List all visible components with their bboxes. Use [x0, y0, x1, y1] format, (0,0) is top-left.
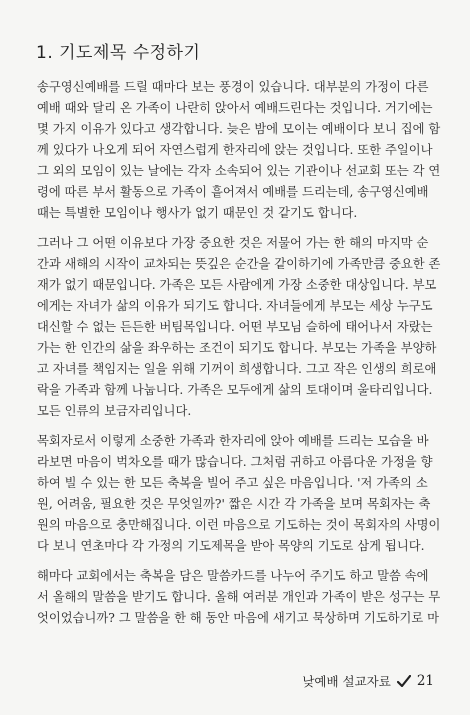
- text-line: 서 올해의 말씀을 받기도 합니다. 올해 여러분 개인과 가족이 받은 성구는 무: [37, 590, 441, 604]
- book-label: 낮예배 설교자료: [302, 674, 391, 689]
- text-line: 라보면 마음이 벅차오를 때가 많습니다. 그처럼 귀하고 아름다운 가정을 향: [37, 455, 433, 469]
- text-line: 엇이었습니까? 그 말씀을 한 해 동안 마음에 새기고 묵상하며 기도하기로 마: [37, 611, 440, 625]
- text-line: 원, 어려움, 필요한 것은 무엇일까?' 짧은 시간 각 가족을 보며 목회자는 축: [37, 497, 431, 511]
- text-line: 다 보니 연초마다 각 가정의 기도제목을 받아 목양의 기도로 삼게 됩니다.: [37, 539, 425, 553]
- text-line: 원의 마음으로 충만해집니다. 이런 마음으로 기도하는 것이 목회자의 사명이: [37, 518, 441, 532]
- text-line: 예배 때와 달리 온 가족이 나란히 앉아서 예배드린다는 것입니다. 거기에는: [37, 101, 433, 115]
- text-line: 락을 가족과 함께 나눕니다. 가족은 모두에게 삶의 토대이며 울타리입니다.: [37, 383, 433, 397]
- text-line: 때는 특별한 모임이나 행사가 없기 때문인 것 같기도 합니다.: [37, 206, 358, 220]
- text-line: 에게는 자녀가 삶의 이유가 되기도 합니다. 자녀들에게 부모는 세상 누구도: [37, 299, 433, 313]
- text-line: 그 외의 모임이 있는 날에는 각자 소속되어 있는 기관이나 선교회 또는 각 연: [37, 164, 441, 178]
- text-line: 그러나 그 어떤 이유보다 가장 중요한 것은 저물어 가는 한 해의 마지막 순: [37, 236, 429, 250]
- page-number: 21: [416, 673, 434, 689]
- paragraph-3: [37, 431, 441, 557]
- text-line: 간과 새해의 시작이 교차되는 뜻깊은 순간을 같이하기에 가족만큼 중요한 존: [37, 257, 441, 271]
- text-line: 께 있다가 나오게 되어 자연스럽게 한자리에 앉는 것입니다. 또한 주일이나: [37, 143, 433, 157]
- text-line: 몇 가지 이유가 있다고 생각합니다. 늦은 밤에 모이는 예배이다 보니 집에 함: [37, 122, 441, 136]
- text-line: 모든 인류의 보금자리입니다.: [37, 404, 192, 418]
- text-line: 고 자녀를 책임지는 일을 위해 기꺼이 희생합니다. 그고 작은 인생의 희로애: [37, 362, 437, 376]
- section-title: 1. 기도제목 수정하기: [36, 43, 201, 63]
- page-footer: [302, 672, 434, 690]
- pencil-check-icon: [397, 675, 411, 687]
- text-line: 령에 따른 부서 활동으로 가족이 흩어져서 예배를 드리는데, 송구영신예배: [37, 185, 429, 199]
- paragraph-4: [37, 566, 441, 629]
- text-line: 가는 한 인간의 삶을 좌우하는 조건이 되기도 합니다. 부모는 가족을 부양하: [37, 341, 437, 355]
- text-line: 재가 없기 때문입니다. 가족은 모든 사람에게 가장 소중한 대상입니다. 부모: [37, 278, 437, 292]
- text-line: 목회자로서 이렇게 소중한 가족과 한자리에 앉아 예배를 드리는 모습을 바: [37, 434, 429, 448]
- text-line: 해마다 교회에서는 축복을 담은 말씀카드를 나누어 주기도 하고 말씀 속에: [37, 569, 429, 583]
- body-text: [37, 77, 441, 638]
- text-line: 하여 빌 수 있는 한 모든 축복을 빌어 주고 싶은 마음입니다. '저 가족의 소: [37, 476, 428, 490]
- paragraph-1: [37, 77, 441, 224]
- paragraph-2: [37, 233, 441, 422]
- text-line: 송구영신예배를 드릴 때마다 보는 풍경이 있습니다. 대부분의 가정이 다른: [37, 80, 429, 94]
- text-line: 대신할 수 없는 든든한 버팀목입니다. 어떤 부모님 슬하에 태어나서 자랐는: [37, 320, 433, 334]
